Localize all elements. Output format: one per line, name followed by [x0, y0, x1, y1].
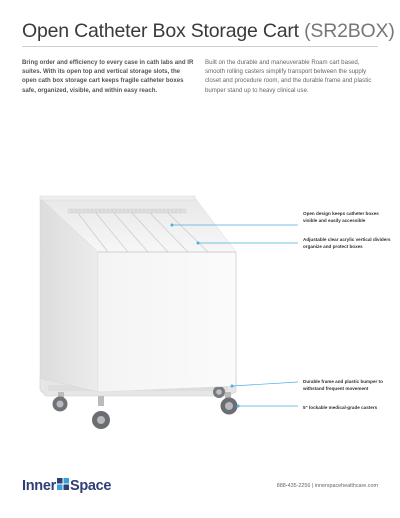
intro-paragraph: Bring order and efficiency to every case in cath labs and IR suites. With its open top and vertical storage slots, the open cath box storage cart keeps fragile catheter boxes safe, organized, visible, and within easy reach. — [22, 59, 194, 94]
logo-text-space: Space — [69, 478, 112, 494]
logo-text-inner: Inner — [22, 478, 56, 494]
caster-front-middle — [92, 396, 110, 429]
logo-mark-icon — [57, 478, 69, 494]
title-text: Open Catheter Box Storage Cart — [22, 20, 299, 42]
innerspace-logo — [22, 478, 111, 494]
callout-casters: 5" lockable medical-grade casters — [303, 405, 378, 410]
callout-frame-bumper: Durable frame and plastic bumper to withstand frequent movement — [303, 379, 383, 392]
model-number: (SR2BOX) — [304, 20, 395, 42]
callout-dividers: Adjustable clear acrylic vertical dividers organize and protect boxes — [303, 237, 391, 250]
footer-contact: 888-435-2256 | innerspacehealthcare.com — [276, 483, 378, 489]
cart-cabinet — [40, 196, 236, 392]
callout-open-design: Open design keeps catheter boxes visible and easily accessible — [303, 211, 379, 224]
body-paragraph: Built on the durable and maneuverable Roam cart based, smooth rolling casters simplify transport between the supply closet and procedure room, and the durable frame and plastic bumper stand up to heavy clinical use. — [205, 59, 372, 94]
